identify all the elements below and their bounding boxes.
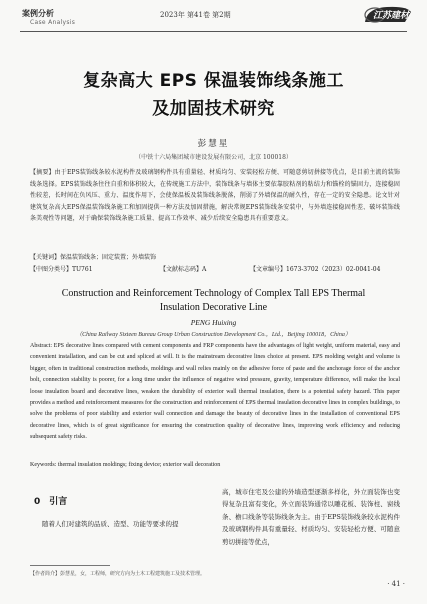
- journal-logo-text: 江苏建材: [372, 11, 409, 21]
- section-label: 案例分析: [22, 9, 54, 18]
- title-en-line-2: Insulation Decorative Line: [159, 302, 268, 313]
- author-footnote: 【作者简介】彭慧星，女，工程师，研究方向为土木工程建筑施工及技术管理。: [30, 571, 206, 577]
- affiliation-en: （China Railway Sixteen Bureau Group Urban Construction Development Co.，Ltd.，Beijing 100018，China）: [76, 332, 351, 338]
- clc-number: 【中图分类号】TU761: [30, 266, 93, 273]
- body-left-column: 随着人们对建筑的品质、造型、功能等要求的提: [42, 520, 179, 528]
- abstract-en: Abstract: EPS decorative lines compared with cement components and FRP components have the advantages of light weight, uniform material, easy and convenient installation, and can be cut and spliced at will. It is the mainstream decorative lines choice at present. EPS molding weight and volume is bigger, often in traditional construction methods, moldings and wall relies mainly on the adhesive force of paste and the anchorage force of the anchor bolt, connection stability is poorer, for a long time under the influence of negative wind pressure, gravity, temperature difference, will make the local loose insulation board and decorative lines, weaken the durability of exterior wall thermal insulation, there is a potential safety hazard. This paper provides a method and reinforcement measures for the construction and reinforcement of EPS thermal insulation decorative lines in complex buildings, to solve the problems of poor stability and exterior wall connection and damage the beauty of decorative lines in the installation of conventional EPS decorative lines, which is of great significance for ensuring the construction quality of decorative lines, improving work efficiency and reducing subsequent safety risks.: [30, 343, 400, 441]
- title-en-line-1: Construction and Reinforcement Technology of Complex Tall EPS Thermal: [61, 288, 366, 299]
- page-number: · 41 ·: [387, 580, 405, 588]
- affiliation-cn: （中铁十六局集团城市建设发展有限公司，北京 100018）: [135, 154, 292, 161]
- footnote-divider: [30, 565, 110, 566]
- keywords-cn: 【关键词】保温装饰线条；固定装置；外墙装饰: [30, 254, 157, 261]
- article-number: 【文章编号】1673-3702（2023）02-0041-04: [250, 266, 381, 273]
- section-heading: 0 引言: [34, 497, 68, 507]
- author-cn: 彭慧星: [197, 139, 230, 149]
- issue-info: 2023年 第41卷 第2期: [160, 11, 231, 19]
- section-label-en: Case Analysis: [30, 19, 76, 26]
- keywords-en: Keywords: thermal insulation moldings; fixing device; exterior wall decoration: [30, 462, 221, 468]
- header-divider: [20, 31, 407, 32]
- abstract-cn: 【摘要】由于EPS装饰线条较水泥构件及玻璃钢构件具有重量轻、材质均匀、安装轻松方便、可随意剪切拼接等优点，是目前主流的装饰线条选择。EPS装饰线条往往自重和体积较大，在传统施工方法中，装饰线条与墙体主要依靠胶粘剂的粘结力和锚栓的锚固力，连接稳固性较差，长时间在负风压、重力、温度作用下，会使保温板及装饰线条脱落，削弱了外墙保温的耐久性，存在一定的安全隐患。论文针对建筑复杂高大EPS保温装饰线条施工和加固提供一种方法及加固措施，解决常规EPS装饰线条安装中，与外墙连接稳固性差、破坏装饰线条美观性等问题，对于确保装饰线条施工质量、提高工作效率、减少后续安全隐患具有重要意义。: [30, 169, 400, 222]
- title-cn-line-1: 复杂高大 EPS 保温装饰线条施工: [83, 71, 344, 91]
- author-en: PENG Huixing: [190, 318, 237, 327]
- title-cn-line-2: 及加固技术研究: [152, 99, 275, 119]
- document-code: 【文献标志码】A: [160, 266, 207, 273]
- body-right-column: 高，城市住宅及公建的外墙造型逐渐多样化，外立面装饰也变得复杂且富有变化，外立面装饰通常以雕花板、装饰柱、窗线条、檐口线条等装饰线条为主。由于EPS装饰线条较水泥构件及玻璃钢构件具有重量轻、材质均匀、安装轻松方便、可随意剪切拼接等优点，: [222, 488, 400, 546]
